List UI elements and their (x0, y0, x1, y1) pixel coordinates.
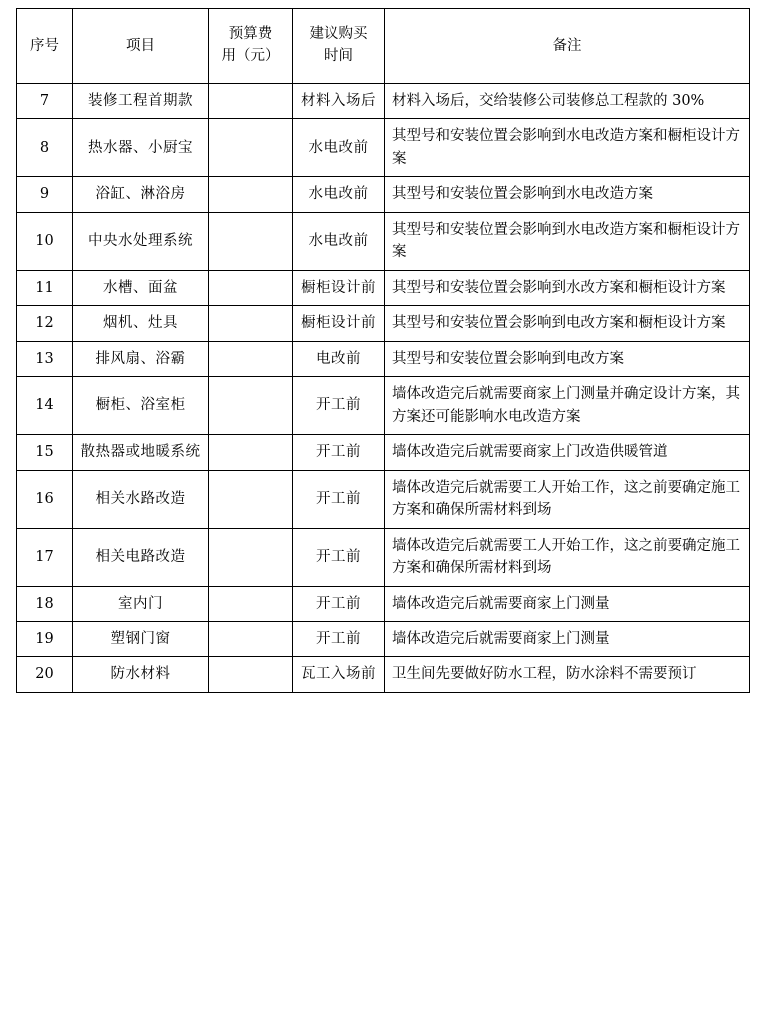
cell-cost (209, 528, 293, 586)
table-row (17, 377, 750, 435)
cell-time: 开工前 (293, 470, 385, 528)
cell-cost (209, 377, 293, 435)
cell-no: 19 (17, 621, 73, 656)
table-row (17, 470, 750, 528)
cell-item: 散热器或地暖系统 (73, 435, 209, 470)
cell-note: 材料入场后，交给装修公司装修总工程款的 30% (385, 84, 750, 119)
cell-note: 其型号和安装位置会影响到电改方案 (385, 341, 750, 376)
cell-cost (209, 306, 293, 341)
cell-time: 材料入场后 (293, 84, 385, 119)
cell-item: 中央水处理系统 (73, 212, 209, 270)
column-header-time (293, 9, 385, 84)
cell-cost (209, 341, 293, 376)
cell-time: 水电改前 (293, 119, 385, 177)
cell-no: 11 (17, 270, 73, 305)
table-row (17, 177, 750, 212)
cell-no: 16 (17, 470, 73, 528)
cell-item: 防水材料 (73, 657, 209, 692)
column-header-item: 项目 (73, 9, 209, 84)
cell-no: 20 (17, 657, 73, 692)
table-body (17, 84, 750, 693)
table-header-row (17, 9, 750, 84)
cell-cost (209, 177, 293, 212)
cell-note: 墙体改造完后就需要工人开始工作，这之前要确定施工方案和确保所需材料到场 (385, 470, 750, 528)
cell-time: 开工前 (293, 586, 385, 621)
table-row (17, 84, 750, 119)
cell-item: 热水器、小厨宝 (73, 119, 209, 177)
table-row (17, 586, 750, 621)
cell-note: 其型号和安装位置会影响到水电改造方案和橱柜设计方案 (385, 212, 750, 270)
cell-time: 橱柜设计前 (293, 270, 385, 305)
cell-no: 7 (17, 84, 73, 119)
cell-note: 其型号和安装位置会影响到水电改造方案和橱柜设计方案 (385, 119, 750, 177)
cell-cost (209, 84, 293, 119)
cell-cost (209, 586, 293, 621)
cell-item: 相关水路改造 (73, 470, 209, 528)
cell-no: 15 (17, 435, 73, 470)
table-row (17, 306, 750, 341)
table-row (17, 528, 750, 586)
table-row (17, 270, 750, 305)
column-header-cost-line2: 用（元） (221, 48, 280, 64)
cell-note: 其型号和安装位置会影响到水改方案和橱柜设计方案 (385, 270, 750, 305)
column-header-time-line1: 建议购买 (309, 26, 368, 43)
cell-item: 排风扇、浴霸 (73, 341, 209, 376)
column-header-cost (209, 9, 293, 84)
table-row (17, 119, 750, 177)
cell-time: 开工前 (293, 528, 385, 586)
cell-no: 12 (17, 306, 73, 341)
cell-item: 相关电路改造 (73, 528, 209, 586)
table-row (17, 621, 750, 656)
cell-item: 塑钢门窗 (73, 621, 209, 656)
cell-cost (209, 212, 293, 270)
cell-no: 10 (17, 212, 73, 270)
cell-note: 其型号和安装位置会影响到电改方案和橱柜设计方案 (385, 306, 750, 341)
cell-note: 墙体改造完后就需要商家上门测量 (385, 586, 750, 621)
cell-note: 墙体改造完后就需要商家上门测量并确定设计方案，其方案还可能影响水电改造方案 (385, 377, 750, 435)
cell-item: 装修工程首期款 (73, 84, 209, 119)
cell-cost (209, 621, 293, 656)
column-header-note: 备注 (385, 9, 750, 84)
cell-time: 电改前 (293, 341, 385, 376)
cell-item: 水槽、面盆 (73, 270, 209, 305)
cell-note: 墙体改造完后就需要商家上门测量 (385, 621, 750, 656)
cell-item: 浴缸、淋浴房 (73, 177, 209, 212)
cell-cost (209, 435, 293, 470)
cell-time: 橱柜设计前 (293, 306, 385, 341)
cell-cost (209, 119, 293, 177)
table-row (17, 212, 750, 270)
table-row (17, 657, 750, 692)
cell-time: 瓦工入场前 (293, 657, 385, 692)
cell-note: 墙体改造完后就需要工人开始工作，这之前要确定施工方案和确保所需材料到场 (385, 528, 750, 586)
cell-no: 13 (17, 341, 73, 376)
column-header-no: 序号 (17, 9, 73, 84)
cell-no: 9 (17, 177, 73, 212)
cell-time: 开工前 (293, 435, 385, 470)
cell-time: 水电改前 (293, 177, 385, 212)
cell-item: 烟机、灶具 (73, 306, 209, 341)
column-header-cost-line1: 预算费 (228, 26, 273, 43)
cell-no: 8 (17, 119, 73, 177)
cell-time: 水电改前 (293, 212, 385, 270)
cell-note: 卫生间先要做好防水工程，防水涂料不需要预订 (385, 657, 750, 692)
cell-time: 开工前 (293, 621, 385, 656)
cell-note: 其型号和安装位置会影响到水电改造方案 (385, 177, 750, 212)
cell-item: 室内门 (73, 586, 209, 621)
purchase-schedule-table (16, 8, 750, 693)
cell-no: 17 (17, 528, 73, 586)
cell-cost (209, 470, 293, 528)
cell-cost (209, 657, 293, 692)
cell-time: 开工前 (293, 377, 385, 435)
cell-no: 14 (17, 377, 73, 435)
table-header (17, 9, 750, 84)
cell-note: 墙体改造完后就需要商家上门改造供暖管道 (385, 435, 750, 470)
cell-no: 18 (17, 586, 73, 621)
cell-item: 橱柜、浴室柜 (73, 377, 209, 435)
cell-cost (209, 270, 293, 305)
column-header-time-line2: 时间 (324, 48, 353, 64)
table-row (17, 435, 750, 470)
table-row (17, 341, 750, 376)
